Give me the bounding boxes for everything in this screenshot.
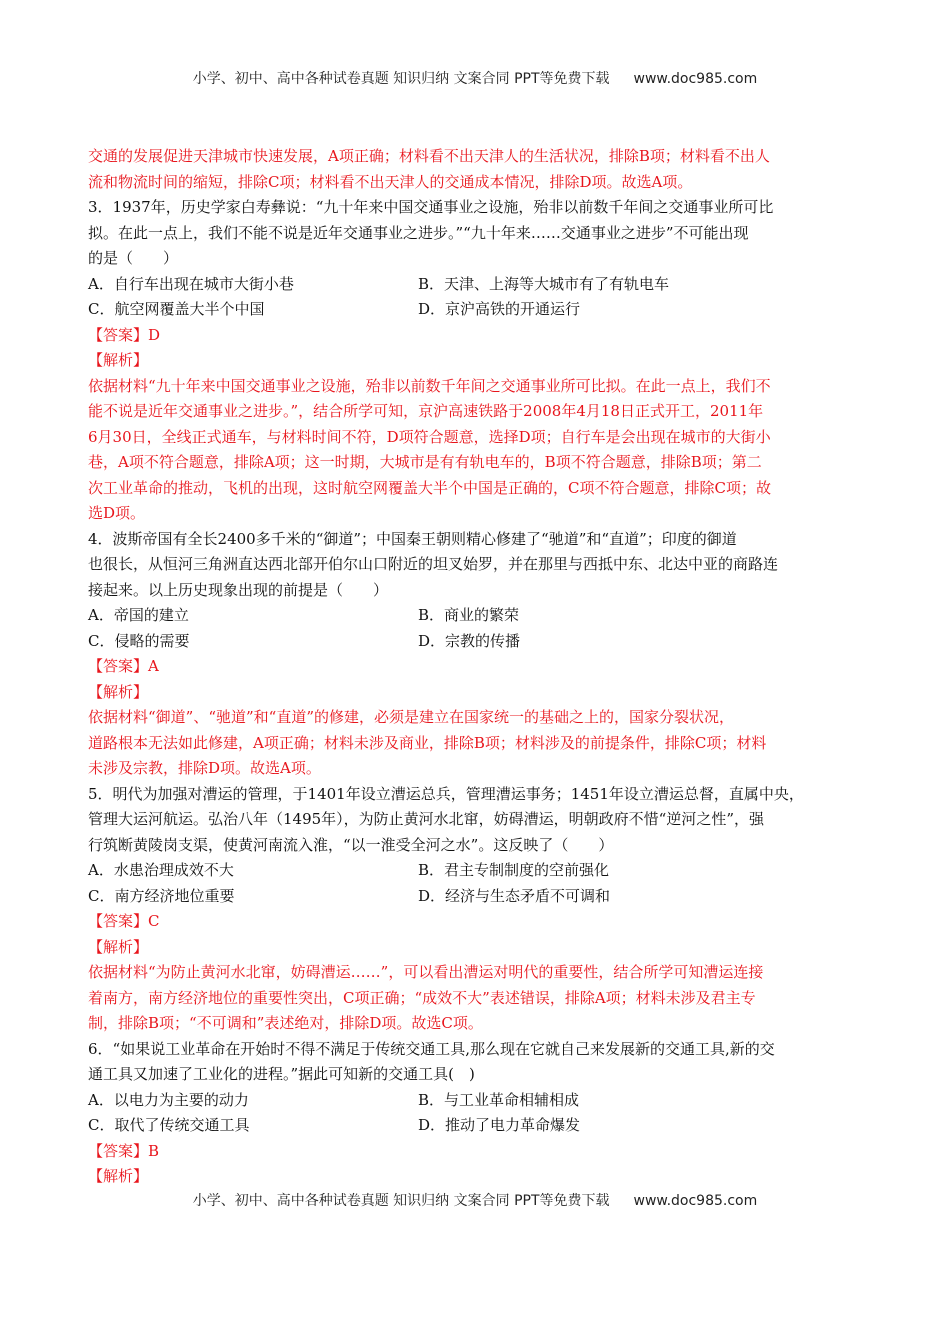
- footer-site-link[interactable]: www.doc985.com: [633, 1193, 758, 1209]
- question-stem-line: 6．“如果说工业革命在开始时不得不满足于传统交通工具,那么现在它就自己来发展新的交通工具,新的交: [88, 1039, 775, 1058]
- question-3: [88, 195, 863, 527]
- option-d: D．经济与生态矛盾不可调和: [418, 886, 611, 905]
- option-d: D．推动了电力革命爆发: [418, 1116, 581, 1134]
- document-body: [88, 144, 863, 1190]
- page-footer: [0, 1190, 950, 1210]
- option-a: A．自行车出现在城市大街小巷: [88, 274, 294, 293]
- question-stem-line: 3．1937年，历史学家白寿彝说：“九十年来中国交通事业之设施，殆非以前数千年间之交通事业所可比: [88, 198, 774, 216]
- text-line: 依据材料“为防止黄河水北窜，妨碍漕运……”，可以看出漕运对明代的重要性，结合所学可知漕运连接: [88, 963, 764, 981]
- option-b: B．君主专制制度的空前强化: [418, 861, 610, 879]
- question-6: [88, 1037, 863, 1190]
- option-a: A．以电力为主要的动力: [88, 1090, 249, 1109]
- options: [88, 272, 863, 323]
- option-c: C．南方经济地位重要: [88, 886, 235, 905]
- question-stem-line: 5．明代为加强对漕运的管理，于1401年设立漕运总兵，管理漕运事务；1451年设立漕运总督，直属中央，: [88, 784, 804, 803]
- answer: 【答案】A: [88, 657, 159, 675]
- text-line: 依据材料“九十年来中国交通事业之设施，殆非以前数千年间之交通事业所可比拟。在此一点上，我们不: [88, 376, 771, 395]
- option-c: C．航空网覆盖大半个中国: [88, 300, 265, 318]
- answer: 【答案】D: [88, 325, 161, 344]
- option-c: C．取代了传统交通工具: [88, 1116, 250, 1134]
- question-stem-line: 4．波斯帝国有全长2400多千米的“御道”；中国秦王朝则精心修建了“驰道”和“直道”；印度的御道: [88, 529, 737, 548]
- text-line: 选D项。: [88, 504, 146, 522]
- header-site-link[interactable]: www.doc985.com: [633, 71, 758, 87]
- option-d: D．宗教的传播: [418, 631, 521, 650]
- analysis-label: 【解析】: [88, 682, 149, 701]
- intro-analysis: [88, 144, 863, 195]
- question-4: [88, 527, 863, 782]
- question-stem-line: 接起来。以上历史现象出现的前提是（ ）: [88, 580, 389, 599]
- text-line: 次工业革命的推动，飞机的出现，这时航空网覆盖大半个中国是正确的，C项不符合题意，排除C项；故: [88, 478, 771, 497]
- option-b: B．天津、上海等大城市有了有轨电车: [418, 274, 670, 293]
- answer: 【答案】C: [88, 912, 160, 930]
- header-text: 小学、初中、高中各种试卷真题 知识归纳 文案合同 PPT等免费下载: [192, 71, 610, 87]
- option-b: B．与工业革命相辅相成: [418, 1090, 580, 1109]
- footer-text: 小学、初中、高中各种试卷真题 知识归纳 文案合同 PPT等免费下载: [192, 1193, 610, 1209]
- analysis-text: [88, 374, 863, 527]
- option-d: D．京沪高铁的开通运行: [418, 300, 581, 318]
- text-line: 着南方，南方经济地位的重要性突出，C项正确；“成效不大”表述错误，排除A项；材料未涉及君主专: [88, 988, 756, 1007]
- option-b: B．商业的繁荣: [418, 606, 520, 624]
- analysis-label: 【解析】: [88, 937, 149, 956]
- text-line: 巷，A项不符合题意，排除A项；这一时期，大城市是有有轨电车的，B项不符合题意，排除B项；第二: [88, 453, 762, 471]
- options: [88, 603, 863, 654]
- text-line: 道路根本无法如此修建，A项正确；材料未涉及商业，排除B项；材料涉及的前提条件，排除C项；材料: [88, 733, 767, 752]
- question-5: [88, 782, 863, 1037]
- text-line: 能不说是近年交通事业之进步。”，结合所学可知，京沪高速铁路于2008年4月18日正式开工，2011年: [88, 402, 764, 420]
- text-line: 依据材料“御道”、“驰道”和“直道”的修建，必须是建立在国家统一的基础之上的，国家分裂状况，: [88, 708, 735, 726]
- options: [88, 858, 863, 909]
- text-line: 流和物流时间的缩短，排除C项；材料看不出天津人的交通成本情况，排除D项。故选A项。: [88, 172, 693, 191]
- option-a: A．水患治理成效不大: [88, 861, 234, 879]
- option-c: C．侵略的需要: [88, 631, 190, 650]
- question-stem-line: 通工具又加速了工业化的进程。”据此可知新的交通工具( ): [88, 1065, 475, 1083]
- option-a: A．帝国的建立: [88, 606, 189, 624]
- text-line: 交通的发展促进天津城市快速发展，A项正确；材料看不出天津人的生活状况，排除B项；材料看不出人: [88, 147, 770, 165]
- options: [88, 1088, 863, 1139]
- question-stem-line: 拟。在此一点上，我们不能不说是近年交通事业之进步。”“九十年来……交通事业之进步”不可能出现: [88, 223, 749, 242]
- analysis-label: 【解析】: [88, 351, 149, 369]
- question-stem-line: 也很长，从恒河三角洲直达西北部开伯尔山口附近的坦叉始罗，并在那里与西抵中东、北达中亚的商路连: [88, 555, 779, 573]
- text-line: 制，排除B项；“不可调和”表述绝对，排除D项。故选C项。: [88, 1014, 483, 1032]
- question-stem-line: 的是（ ）: [88, 249, 179, 267]
- answer: 【答案】B: [88, 1141, 160, 1160]
- page-header: [0, 68, 950, 88]
- question-stem-line: 管理大运河航运。弘治八年（1495年），为防止黄河水北窜，妨碍漕运，明朝政府不惜“逆河之性”，强: [88, 810, 765, 828]
- analysis-label: 【解析】: [88, 1167, 149, 1185]
- question-stem-line: 行筑断黄陵岗支渠，使黄河南流入淮，“以一淮受全河之水”。这反映了（ ）: [88, 835, 614, 854]
- text-line: 6月30日，全线正式通车，与材料时间不符，D项符合题意，选择D项；自行车是会出现在城市的大街小: [88, 427, 771, 446]
- text-line: 未涉及宗教，排除D项。故选A项。: [88, 759, 321, 777]
- analysis-text: [88, 705, 863, 782]
- analysis-text: [88, 960, 863, 1037]
